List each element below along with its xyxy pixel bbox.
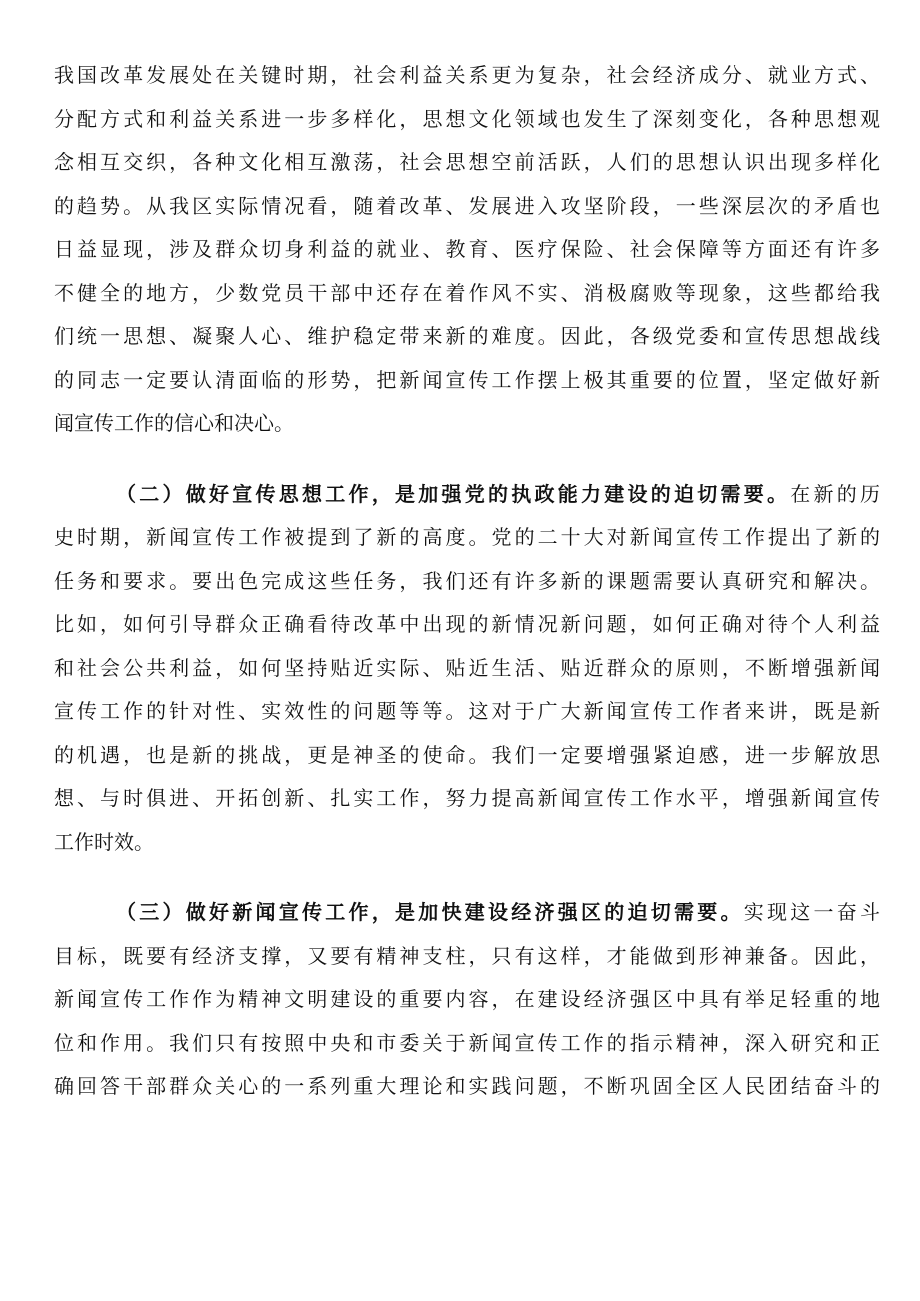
text-span: 实现这一奋斗 <box>743 900 880 924</box>
text-line: 不健全的地方，少数党员干部中还存在着作风不实、消极腐败等现象，这些都给我 <box>54 280 880 305</box>
section-heading: （二）做好宣传思想工作，是加强党的执政能力建设的迫切需要。 <box>116 481 791 506</box>
text-line: 位和作用。我们只有按照中央和市委关于新闻宣传工作的指示精神，深入研究和正 <box>54 1030 880 1055</box>
text-line: 的机遇，也是新的挑战，更是神圣的使命。我们一定要增强紧迫感，进一步解放思 <box>54 742 880 767</box>
paragraph-3 <box>54 891 880 1109</box>
paragraph-first-line <box>54 473 880 517</box>
text-line: 的同志一定要认清面临的形势，把新闻宣传工作摆上极其重要的位置，坚定做好新 <box>54 367 880 392</box>
text-line: 工作时效。 <box>54 829 154 854</box>
text-line: 分配方式和利益关系进一步多样化，思想文化领域也发生了深刻变化，各种思想观 <box>54 106 880 131</box>
text-line: 们统一思想、凝聚人心、维护稳定带来新的难度。因此，各级党委和宣传思想战线 <box>54 324 880 348</box>
text-line: 比如，如何引导群众正确看待改革中出现的新情况新问题，如何正确对待个人利益 <box>54 612 880 636</box>
text-line: 史时期，新闻宣传工作被提到了新的高度。党的二十大对新闻宣传工作提出了新的 <box>54 525 880 549</box>
text-line: 和社会公共利益，如何坚持贴近实际、贴近生活、贴近群众的原则，不断增强新闻 <box>54 655 880 680</box>
text-line: 任务和要求。要出色完成这些任务，我们还有许多新的课题需要认真研究和解决。 <box>54 568 880 593</box>
paragraph-first-line <box>54 891 880 935</box>
text-line: 我国改革发展处在关键时期，社会利益关系更为复杂，社会经济成分、就业方式、 <box>54 63 880 87</box>
text-span: 在新的历 <box>790 481 880 506</box>
text-line: 念相互交织，各种文化相互激荡，社会思想空前活跃，人们的思想认识出现多样化 <box>54 150 880 174</box>
text-line: 日益显现，涉及群众切身利益的就业、教育、医疗保险、社会保障等方面还有许多 <box>54 237 880 261</box>
text-line: 宣传工作的针对性、实效性的问题等等。这对于广大新闻宣传工作者来讲，既是新 <box>54 699 880 723</box>
text-line: 想、与时俱进、开拓创新、扎实工作，努力提高新闻宣传工作水平，增强新闻宣传 <box>54 786 880 810</box>
document-page <box>54 54 880 1109</box>
paragraph-1 <box>54 54 880 446</box>
section-heading: （三）做好新闻宣传工作，是加快建设经济强区的迫切需要。 <box>116 900 744 924</box>
text-line: 目标，既要有经济支撑，又要有精神支柱，只有这样，才能做到形神兼备。因此， <box>54 943 880 968</box>
paragraph-2 <box>54 473 880 865</box>
text-line: 确回答干部群众关心的一系列重大理论和实践问题，不断巩固全区人民团结奋斗的 <box>54 1074 880 1098</box>
text-line: 闻宣传工作的信心和决心。 <box>54 411 294 435</box>
text-line: 的趋势。从我区实际情况看，随着改革、发展进入攻坚阶段，一些深层次的矛盾也 <box>54 193 880 218</box>
text-line: 新闻宣传工作作为精神文明建设的重要内容，在建设经济强区中具有举足轻重的地 <box>54 987 880 1011</box>
